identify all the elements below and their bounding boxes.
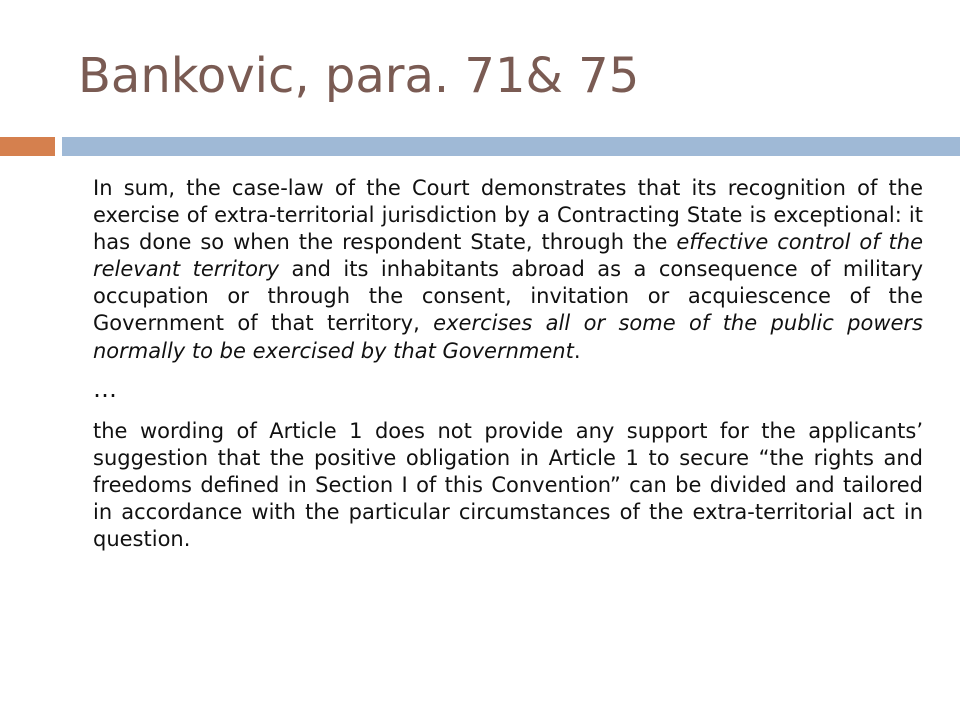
omission-ellipsis: … — [93, 374, 117, 403]
slide-body — [93, 175, 923, 562]
paragraph-1-emphasis-2: exercises all or some of the public powers normally to be exercised by that Government — [93, 311, 923, 363]
paragraph-1-text-2: and its inhabitants abroad as a consequence of military occupation or through the consent, invitation or acquiescence of the Government of that territory, — [93, 257, 923, 336]
paragraph-1-text-1: In sum, the case-law of the Court demonstrates that its recognition of the exercise of extra-territorial jurisdiction by a Contracting State is exceptional: it has done so when the respondent State, through the — [93, 176, 923, 255]
quote-paragraph-2: the wording of Article 1 does not provide any support for the applicants’ suggestion that the positive obligation in Article 1 to secure “the rights and freedoms defined in Section I of this Convention” can be divided and tailored in accordance with the particular circumstances of the extra-territorial act in question. — [93, 418, 923, 552]
quote-paragraph-1 — [93, 175, 923, 365]
paragraph-1-text-3: . — [573, 338, 581, 363]
title-underline-bar — [62, 137, 960, 156]
slide-title: Bankovic, para. 71& 75 — [78, 48, 640, 104]
paragraph-1-emphasis-1: effective control of the relevant territory — [93, 230, 924, 282]
title-accent-bar — [0, 137, 55, 156]
